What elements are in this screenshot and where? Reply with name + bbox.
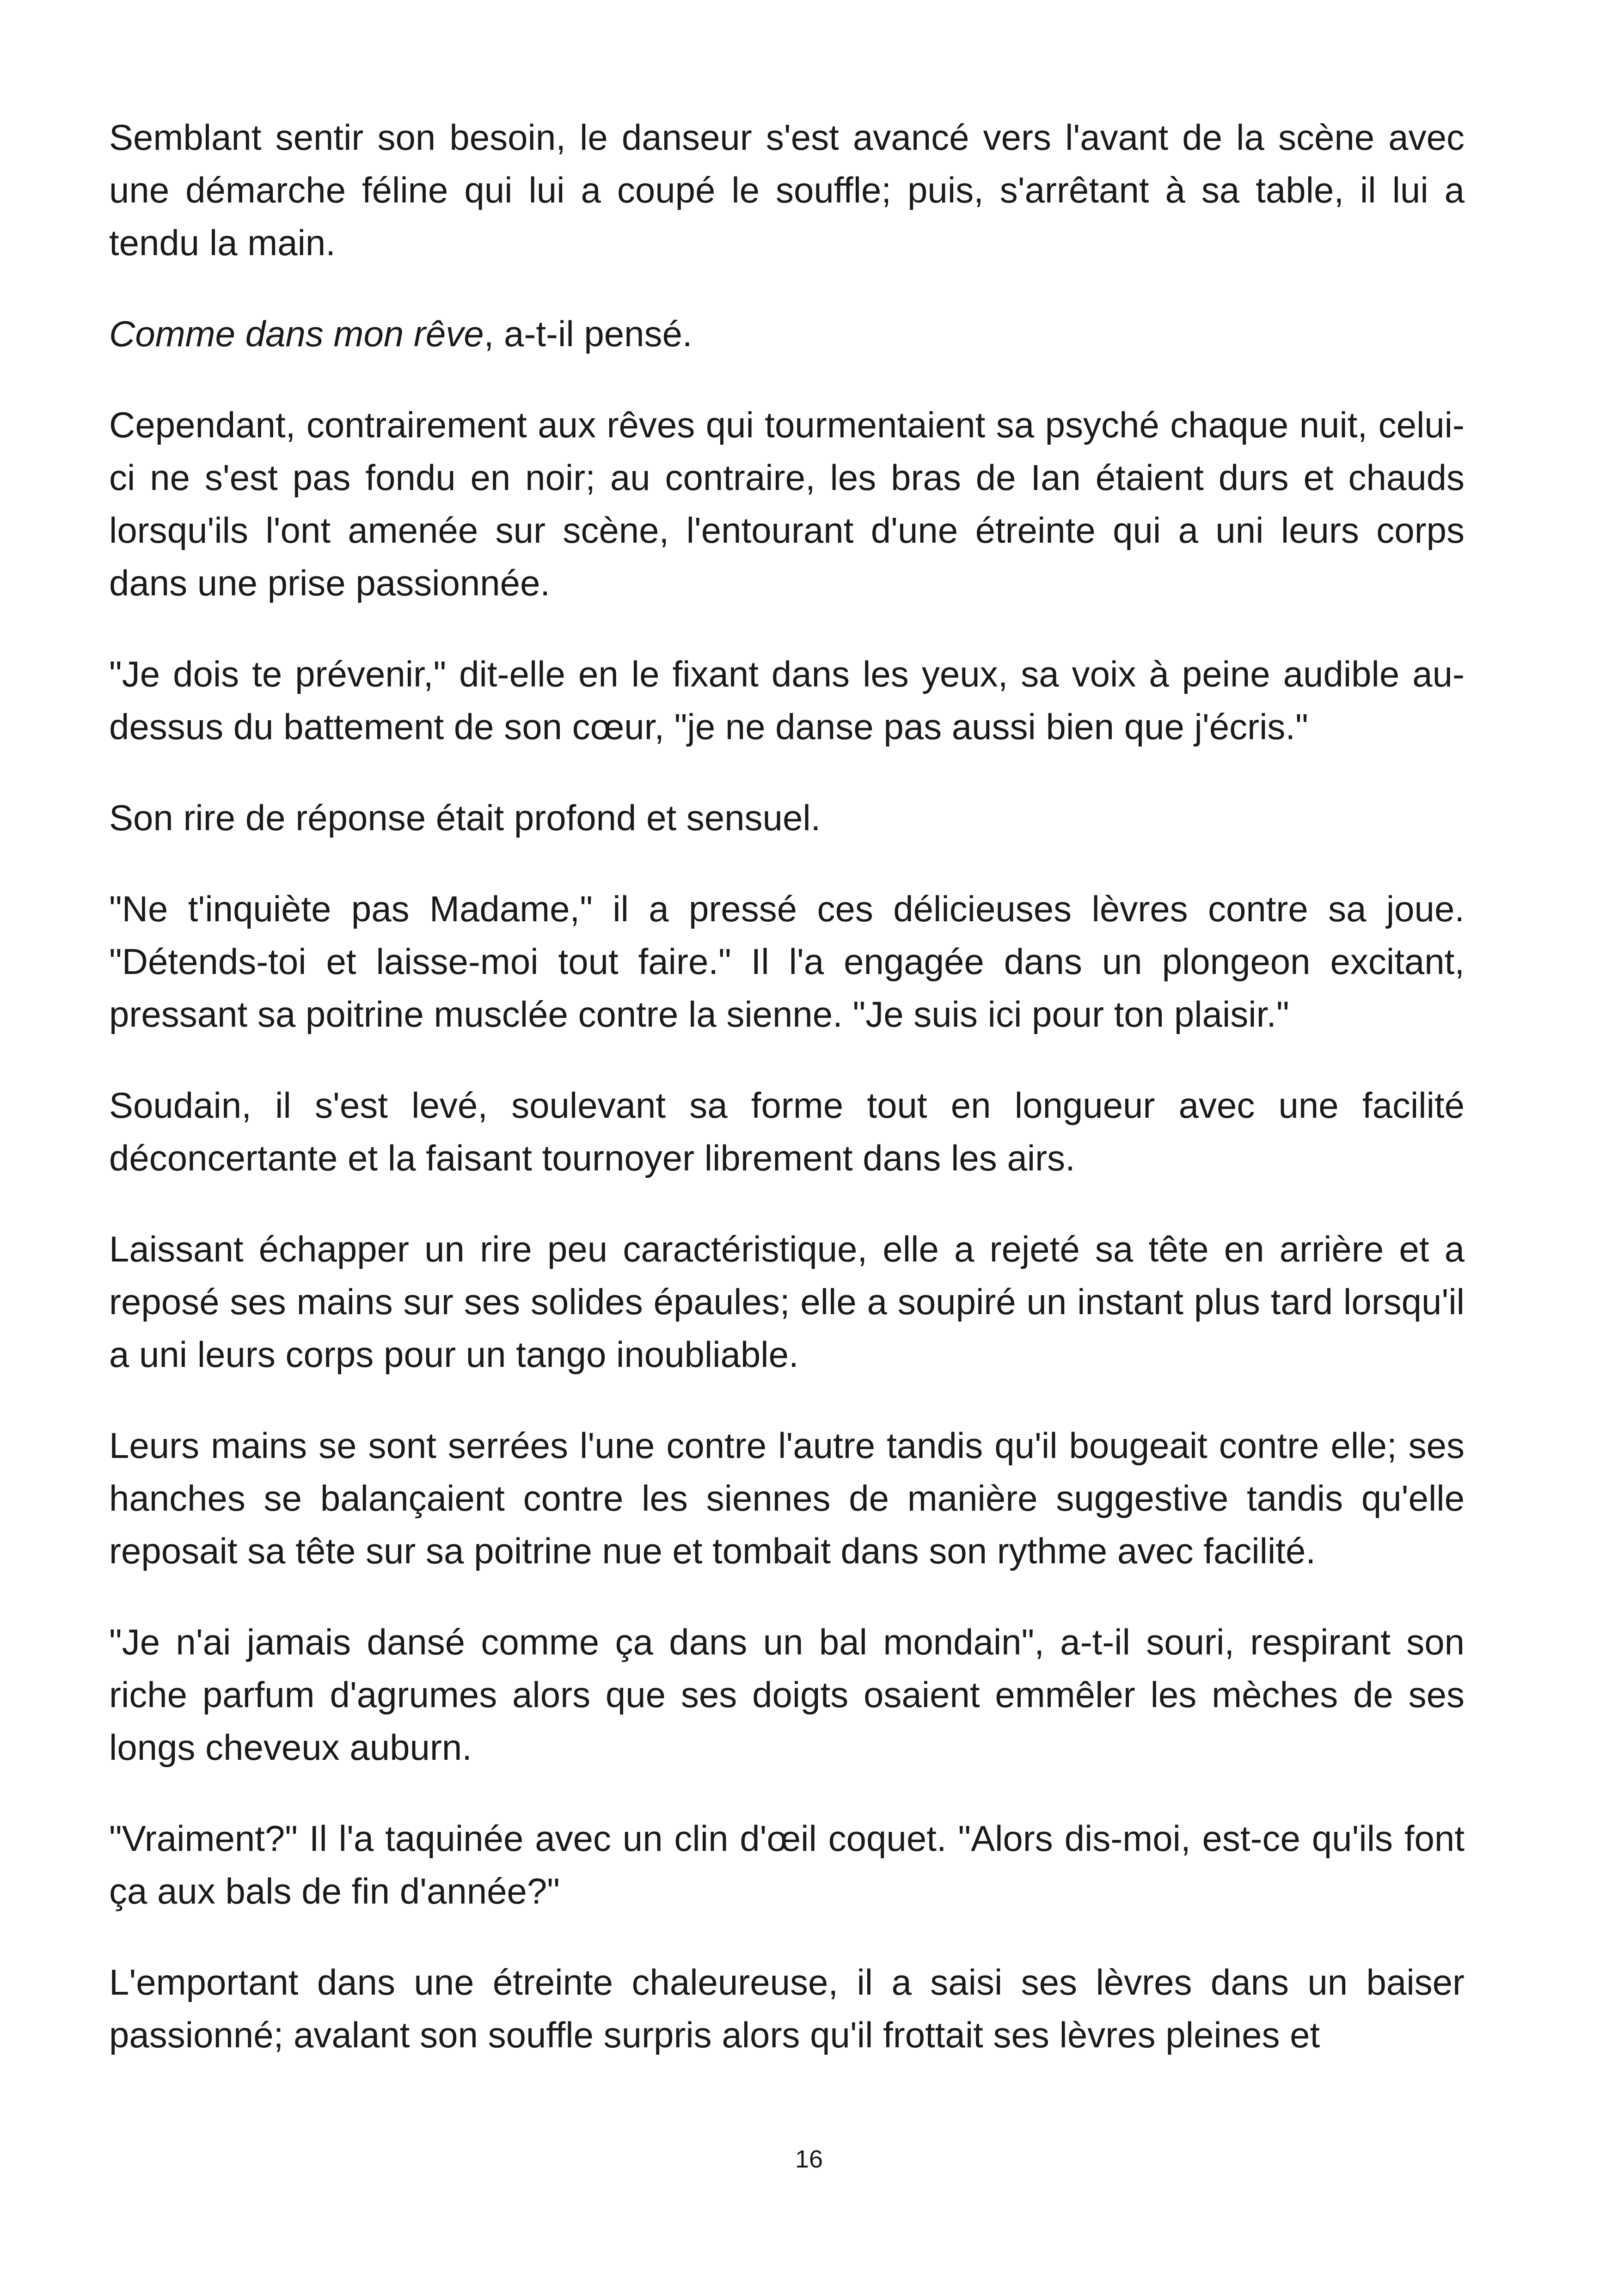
italic-thought: Comme dans mon rêve [109,313,484,354]
paragraph: Laissant échapper un rire peu caractéristique, elle a rejeté sa tête en arrière et a reposé ses mains sur ses solides épaules; elle a soupiré un instant plus tard lorsqu'il a uni leurs corps pour un tango inoubliable. [109,1229,1465,1375]
paragraph: "Ne t'inquiète pas Madame," il a pressé ces délicieuses lèvres contre sa joue. "Détends-toi et laisse-moi tout faire." Il l'a engagée dans un plongeon excitant, pressant sa poitrine musclée contre la sienne. "Je suis ici pour ton plaisir." [109,888,1465,1035]
paragraph: Son rire de réponse était profond et sensuel. [109,797,821,838]
paragraph: Semblant sentir son besoin, le danseur s'est avancé vers l'avant de la scène avec une démarche féline qui lui a coupé le souffle; puis, s'arrêtant à sa table, il lui a tendu la main. [109,117,1465,263]
paragraph: "Vraiment?" Il l'a taquinée avec un clin d'œil coquet. "Alors dis-moi, est-ce qu'ils font ça aux bals de fin d'année?" [109,1818,1465,1911]
paragraph: Soudain, il s'est levé, soulevant sa forme tout en longueur avec une facilité déconcertante et la faisant tournoyer librement dans les airs. [109,1085,1465,1178]
body-text [109,111,1465,2100]
paragraph: L'emportant dans une étreinte chaleureuse, il a saisi ses lèvres dans un baiser passionné; avalant son souffle surpris alors qu'il frottait ses lèvres pleines et [109,1962,1465,2055]
paragraph: Leurs mains se sont serrées l'une contre l'autre tandis qu'il bougeait contre elle; ses hanches se balançaient contre les siennes de manière suggestive tandis qu'elle reposait sa tête sur sa poitrine nue et tombait dans son rythme avec facilité. [109,1425,1465,1571]
paragraph: "Je n'ai jamais dansé comme ça dans un bal mondain", a-t-il souri, respirant son riche parfum d'agrumes alors que ses doigts osaient emmêler les mèches de ses longs cheveux auburn. [109,1622,1465,1768]
paragraph: Cependant, contrairement aux rêves qui tourmentaient sa psyché chaque nuit, celui-ci ne s'est pas fondu en noir; au contraire, les bras de Ian étaient durs et chauds lorsqu'ils l'ont amenée sur scène, l'entourant d'une étreinte qui a uni leurs corps dans une prise passionnée. [109,404,1465,603]
paragraph: "Je dois te prévenir," dit-elle en le fixant dans les yeux, sa voix à peine audible au-dessus du battement de son cœur, "je ne danse pas aussi bien que j'écris." [109,654,1465,747]
paragraph [109,307,1465,360]
paragraph-text: , a-t-il pensé. [484,313,693,354]
page-number: 16 [795,2145,823,2173]
